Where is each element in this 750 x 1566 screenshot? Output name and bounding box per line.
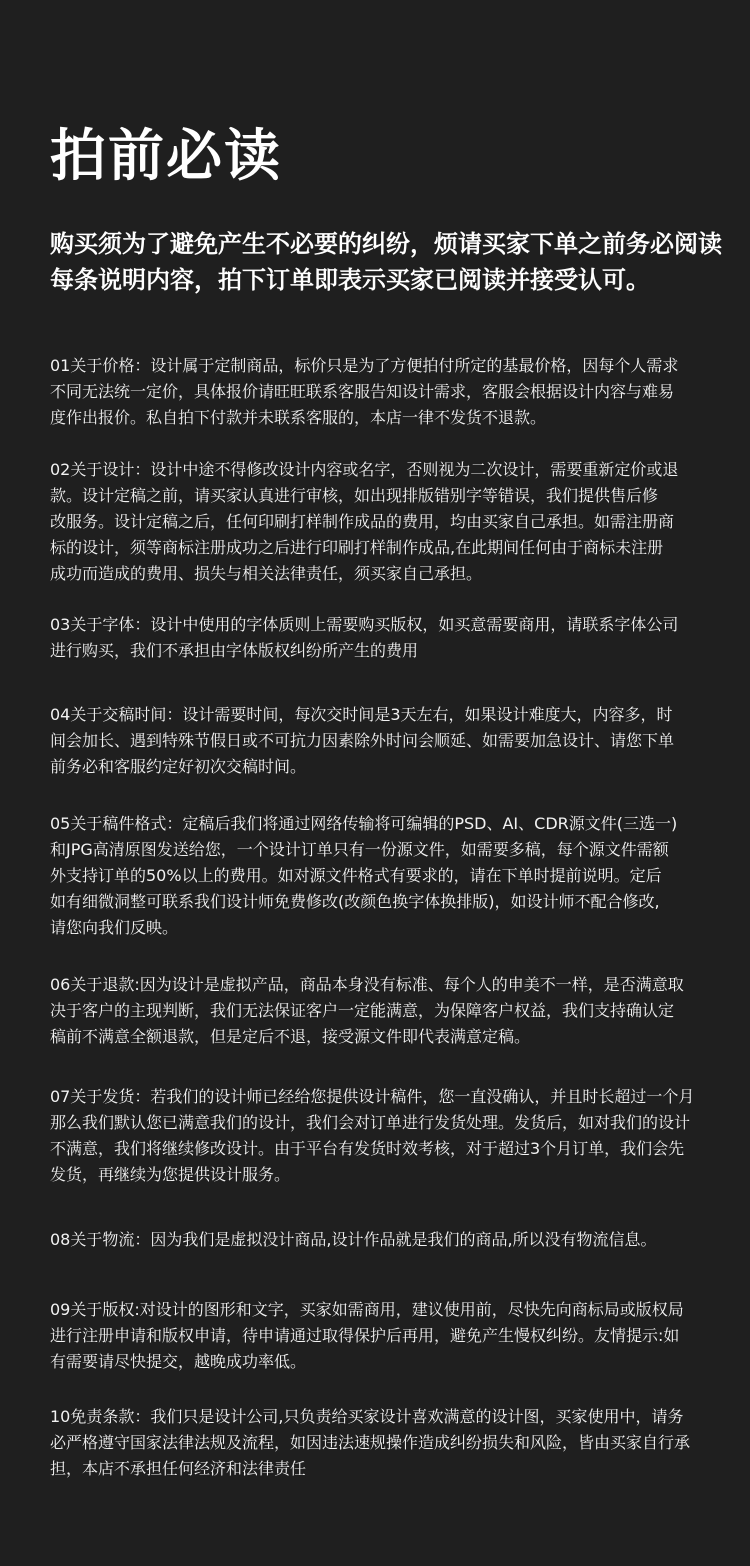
section-line: 不满意，我们将继续修改设计。由于平台有发货时效考核，对于超过3个月订单，我们会先 [50,1139,685,1158]
section-line: 前务必和客服约定好初次交稿时间。 [50,757,307,776]
section-shipping [50,1084,730,1188]
section-line: 03关于字体：设计中使用的字体质则上需要购买版权，如买意需要商用，请联系字体公司 [50,615,679,634]
section-line: 09关于版权:对设计的图形和文字，买家如需商用，建议使用前，尽快先向商标局或版权局 [50,1300,684,1319]
section-line: 成功而造成的费用、损失与相关法律责任，须买家自己承担。 [50,564,483,583]
section-copyright [50,1297,730,1375]
section-line: 必严格遵守国家法律法规及流程，如因违法速规操作造成纠纷损失和风险，皆由买家自行承 [50,1433,691,1452]
section-font [50,612,730,664]
section-line: 款。设计定稿之前，请买家认真进行审核，如出现排版错别字等错误，我们提供售后修 [50,486,659,505]
section-line: 外支持订单的50%以上的费用。如对源文件格式有要求的，请在下单时提前说明。定后 [50,866,662,885]
section-line: 度作出报价。私自拍下付款并未联系客服的，本店一律不发货不退款。 [50,408,547,427]
page-title: 拍前必读 [50,124,282,189]
section-line: 那么我们默认您已满意我们的设计，我们会对订单进行发货处理。发货后，如对我们的设计 [50,1113,691,1132]
intro-line: 购买须为了避免产生不必要的纠纷，烦请买家下单之前务必阅读 [50,230,722,258]
section-line: 不同无法统一定价，具体报价请旺旺联系客服告知设计需求，客服会根据设计内容与难易 [50,382,675,401]
section-line: 担，本店不承担任何经济和法律责任 [50,1459,307,1478]
section-line: 稿前不满意全额退款，但是定后不退，接受源文件即代表满意定稿。 [50,1027,531,1046]
section-line: 发货，再继续为您提供设计服务。 [50,1165,291,1184]
section-line: 07关于发货：若我们的设计师已经给您提供设计稿件，您一直没确认，并且时长超过一个月 [50,1087,695,1106]
section-line: 标的设计，须等商标注册成功之后进行印刷打样制作成品,在此期间任何由于商标未注册 [50,538,664,557]
section-line: 和JPG高清原图发送给您，一个设计订单只有一份源文件，如需要多稿，每个源文件需额 [50,840,669,859]
section-line: 06关于退款:因为设计是虚拟产品，商品本身没有标准、每个人的申美不一样，是否满意取 [50,975,684,994]
section-line: 10免责条款：我们只是设计公司,只负责给买家设计喜欢满意的设计图，买家使用中，请务 [50,1407,684,1426]
section-line: 进行购买，我们不承担由字体版权纠纷所产生的费用 [50,641,419,660]
section-file-format [50,811,730,941]
section-disclaimer [50,1404,730,1482]
section-line: 01关于价格：设计属于定制商品，标价只是为了方便拍付所定的基最价格，因每个人需求 [50,356,679,375]
section-line: 08关于物流：因为我们是虚拟没计商品,设计作品就是我们的商品,所以没有物流信息。 [50,1230,657,1249]
section-line: 决于客户的主现判断，我们无法保证客户一定能满意，为保障客户权益，我们支持确认定 [50,1001,675,1020]
section-line: 02关于设计：设计中途不得修改设计内容或名字，否则视为二次设计，需要重新定价或退 [50,460,679,479]
section-line: 04关于交稿时间：设计需要时间，每次交时间是3天左右，如果设计难度大，内容多，时 [50,705,673,724]
section-logistics [50,1227,730,1253]
intro-line: 每条说明内容，拍下订单即表示买家已阅读并接受认可。 [50,266,650,294]
section-design [50,457,730,587]
section-line: 间会加长、遇到特殊节假日或不可抗力因素除外时问会顺延、如需要加急设计、请您下单 [50,731,675,750]
section-price [50,353,730,431]
section-line: 请您向我们反映。 [50,918,179,937]
section-line: 改服务。设计定稿之后，任何印刷打样制作成品的费用，均由买家自己承担。如需注册商 [50,512,675,531]
section-line: 05关于稿件格式：定稿后我们将通过网络传输将可编辑的PSD、AI、CDR源文件(三选一) [50,814,678,833]
section-line: 进行注册申请和版权申请，待申请通过取得保护后再用，避免产生慢权纠纷。友情提示:如 [50,1326,680,1345]
section-refund [50,972,730,1050]
section-delivery-time [50,702,730,780]
section-line: 有需要请尽快提交，越晚成功率低。 [50,1352,307,1371]
section-line: 如有细微洞整可联系我们设计师免费修改(改颜色换字体换排版)，如设计师不配合修改, [50,892,660,911]
intro-paragraph [50,226,720,298]
